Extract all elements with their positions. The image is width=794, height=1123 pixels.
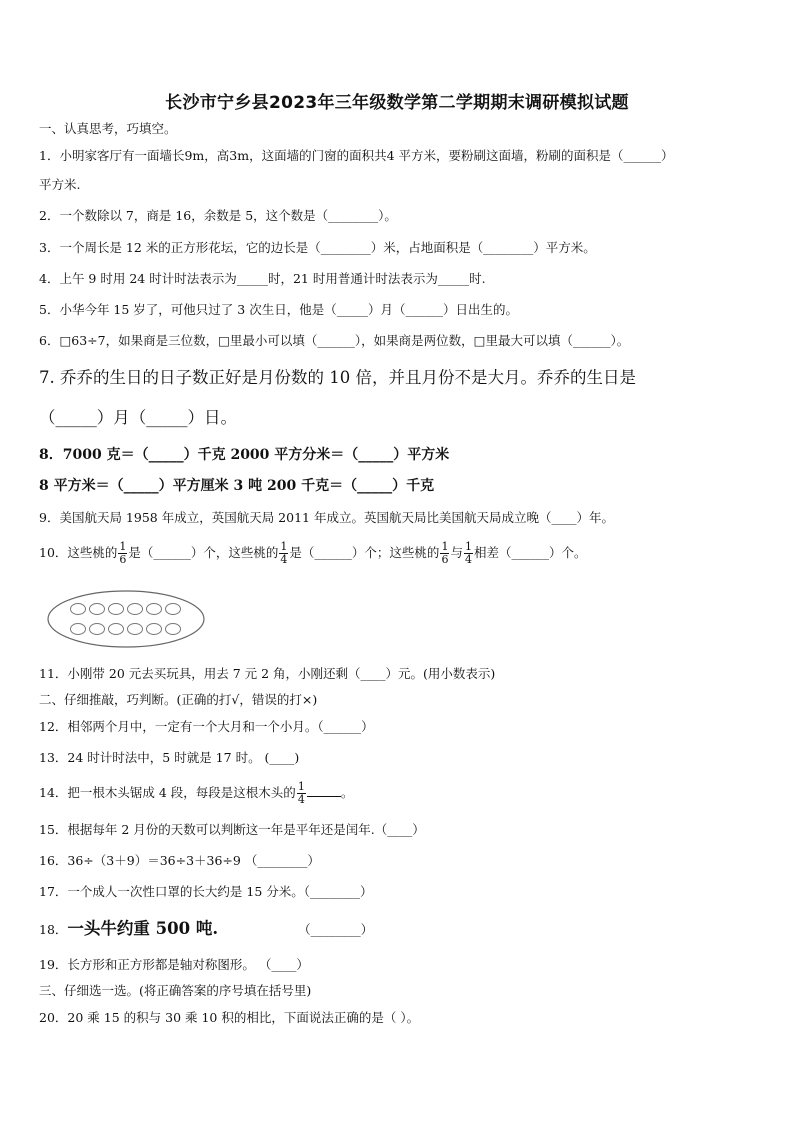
question-16: 16．36÷（3＋9）＝36÷3＋36÷9 （________） xyxy=(39,853,320,868)
answer-blank[interactable] xyxy=(307,784,341,797)
question-20: 20．20 乘 15 的积与 30 乘 10 积的相比，下面说法正确的是（ ）。 xyxy=(39,1010,420,1025)
question-6: 6．□63÷7，如果商是三位数，□里最小可以填（______），如果商是两位数，□里最大可以填（______）。 xyxy=(39,333,630,348)
fraction-denominator: 6 xyxy=(119,553,127,566)
fraction-one-sixth xyxy=(440,541,449,566)
page-title: 长沙市宁乡县2023年三年级数学第二学期期末调研模拟试题 xyxy=(165,93,629,113)
peach-icon xyxy=(71,604,86,615)
question-15: 15．根据每年 2 月份的天数可以判断这一年是平年还是闰年.（____） xyxy=(39,822,425,837)
peach-group xyxy=(71,604,181,635)
peach-icon xyxy=(109,624,124,635)
question-3: 3．一个周长是 12 米的正方形花坛，它的边长是（________）米，占地面积是（________）平方米。 xyxy=(39,240,596,255)
fraction-denominator: 4 xyxy=(280,553,288,566)
peach-icon xyxy=(90,624,105,635)
q18-statement: 一头牛约重 500 吨. xyxy=(67,919,219,938)
question-14 xyxy=(39,778,353,808)
fraction-one-quarter xyxy=(297,781,306,806)
q10-text-2: 是（______）个，这些桃的 xyxy=(128,545,279,560)
q18-number: 18． xyxy=(39,922,68,937)
fraction-numerator: 1 xyxy=(464,540,472,553)
question-9: 9．美国航天局 1958 年成立，英国航天局 2011 年成立。英国航天局比美国航天局成立晚（____）年。 xyxy=(39,510,614,525)
fraction-one-quarter xyxy=(464,541,473,566)
section-heading-1: 一、认真思考，巧填空。 xyxy=(39,121,177,136)
q14-text-1: 14．把一根木头锯成 4 段，每段是这根木头的 xyxy=(39,785,296,800)
question-19: 19．长方形和正方形都是轴对称图形。 （____） xyxy=(39,957,309,972)
peach-icon xyxy=(109,604,124,615)
fraction-denominator: 4 xyxy=(464,553,472,566)
question-17: 17．一个成人一次性口罩的长大约是 15 分米。（________） xyxy=(39,884,373,899)
fraction-numerator: 1 xyxy=(441,540,449,553)
peach-icon xyxy=(90,604,105,615)
q14-text-2: 。 xyxy=(340,785,354,800)
peach-icon xyxy=(147,604,162,615)
plate-outline xyxy=(48,591,204,647)
peach-icon xyxy=(128,624,143,635)
question-10 xyxy=(39,538,586,568)
peaches-figure xyxy=(46,588,206,650)
peach-icon xyxy=(128,604,143,615)
question-13: 13．24 时计时法中，5 时就是 17 时。 (____) xyxy=(39,750,300,765)
fraction-one-quarter xyxy=(279,541,288,566)
q10-text-5: 相差（______）个。 xyxy=(473,545,587,560)
question-5: 5．小华今年 15 岁了，可他只过了 3 次生日，他是（_____）月（______）日出生的。 xyxy=(39,302,518,317)
question-7-line-1: 7. 乔乔的生日的日子数正好是月份数的 10 倍，并且月份不是大月。乔乔的生日是 xyxy=(39,368,636,387)
question-8-line-2: 8 平方米＝（_____）平方厘米 3 吨 200 千克＝（_____）千克 xyxy=(39,478,435,494)
question-1-line-1: 1．小明家客厅有一面墙长9m，高3m，这面墙的门窗的面积共4 平方米，要粉刷这面墙，粉刷的面积是（______） xyxy=(39,148,674,163)
q10-text-4: 与 xyxy=(450,545,463,560)
q10-text-1: 10．这些桃的 xyxy=(39,545,118,560)
fraction-one-sixth xyxy=(118,541,127,566)
q18-answer-paren: （________） xyxy=(298,922,374,937)
fraction-numerator: 1 xyxy=(280,540,288,553)
peach-icon xyxy=(71,624,86,635)
question-8-line-1: 8．7000 克＝（_____）千克 2000 平方分米＝（_____）平方米 xyxy=(39,447,450,463)
peach-icon xyxy=(166,624,181,635)
question-11: 11．小刚带 20 元去买玩具，用去 7 元 2 角，小刚还剩（____）元。(用小数表示) xyxy=(39,666,496,681)
q10-text-3: 是（______）个；这些桃的 xyxy=(289,545,440,560)
section-heading-2: 二、仔细推敲，巧判断。(正确的打√，错误的打×) xyxy=(39,692,318,707)
question-4: 4．上午 9 时用 24 时计时法表示为_____时，21 时用普通计时法表示为_____时. xyxy=(39,271,486,286)
fraction-denominator: 4 xyxy=(297,793,305,806)
question-1-line-2: 平方米. xyxy=(39,177,81,192)
peach-icon xyxy=(166,604,181,615)
question-18 xyxy=(39,918,373,941)
question-2: 2．一个数除以 7，商是 16，余数是 5，这个数是（________）。 xyxy=(39,208,397,223)
section-heading-3: 三、仔细选一选。(将正确答案的序号填在括号里) xyxy=(39,983,312,998)
fraction-denominator: 6 xyxy=(441,553,449,566)
peach-icon xyxy=(147,624,162,635)
question-12: 12．相邻两个月中，一定有一个大月和一个小月。（______） xyxy=(39,719,374,734)
question-7-line-2: （_____）月（_____）日。 xyxy=(39,408,237,427)
fraction-numerator: 1 xyxy=(297,780,305,793)
fraction-numerator: 1 xyxy=(119,540,127,553)
